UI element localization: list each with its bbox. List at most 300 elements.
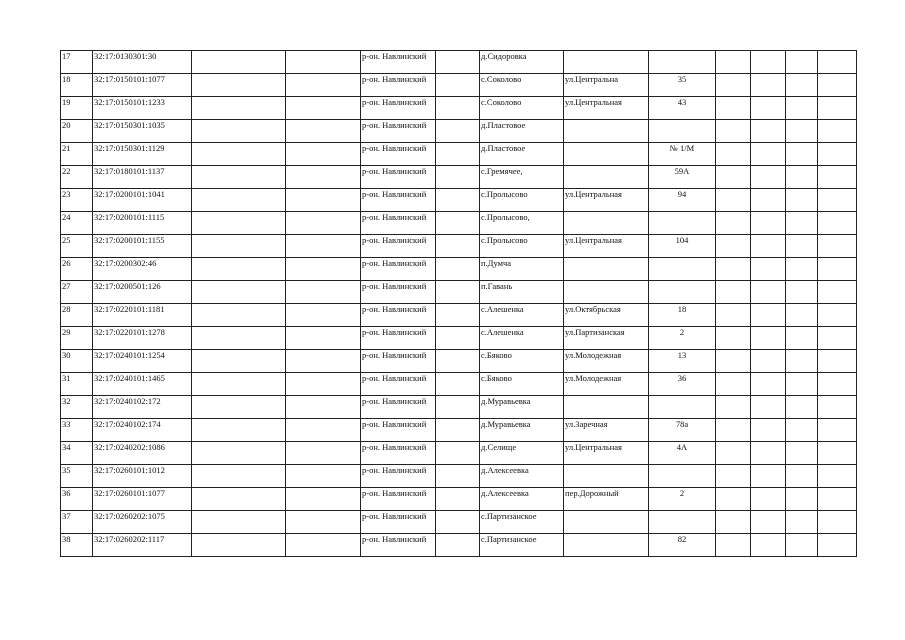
row-number-cell: 28: [61, 304, 93, 327]
row-number-cell: 23: [61, 189, 93, 212]
empty-cell: [751, 465, 786, 488]
house-number-cell: 43: [649, 97, 716, 120]
district-cell: р-он. Навлинский: [361, 143, 436, 166]
district-cell: р-он. Навлинский: [361, 212, 436, 235]
empty-cell: [192, 212, 286, 235]
empty-cell: [716, 166, 751, 189]
house-number-cell: [649, 258, 716, 281]
empty-cell: [716, 281, 751, 304]
empty-cell: [436, 350, 480, 373]
empty-cell: [192, 74, 286, 97]
locality-cell: д.Муравьевка: [480, 396, 564, 419]
street-cell: [564, 534, 649, 557]
empty-cell: [192, 396, 286, 419]
district-cell: р-он. Навлинский: [361, 488, 436, 511]
empty-cell: [192, 120, 286, 143]
district-cell: р-он. Навлинский: [361, 327, 436, 350]
empty-cell: [192, 258, 286, 281]
row-number-cell: 34: [61, 442, 93, 465]
cadastral-number-cell: 32:17:0260202:1117: [93, 534, 192, 557]
house-number-cell: 94: [649, 189, 716, 212]
table-row: [61, 189, 857, 212]
empty-cell: [716, 419, 751, 442]
empty-cell: [786, 396, 818, 419]
house-number-cell: 59А: [649, 166, 716, 189]
table-row: [61, 419, 857, 442]
empty-cell: [192, 419, 286, 442]
empty-cell: [436, 166, 480, 189]
house-number-cell: [649, 120, 716, 143]
cadastral-number-cell: 32:17:0240102:172: [93, 396, 192, 419]
empty-cell: [751, 304, 786, 327]
empty-cell: [818, 51, 857, 74]
locality-cell: п.Гавань: [480, 281, 564, 304]
empty-cell: [286, 212, 361, 235]
empty-cell: [818, 511, 857, 534]
empty-cell: [192, 281, 286, 304]
table-row: [61, 465, 857, 488]
empty-cell: [786, 465, 818, 488]
empty-cell: [286, 373, 361, 396]
empty-cell: [786, 442, 818, 465]
empty-cell: [716, 97, 751, 120]
table-row: [61, 442, 857, 465]
empty-cell: [192, 235, 286, 258]
empty-cell: [192, 373, 286, 396]
empty-cell: [751, 488, 786, 511]
table-row: [61, 396, 857, 419]
row-number-cell: 18: [61, 74, 93, 97]
locality-cell: п.Думча: [480, 258, 564, 281]
empty-cell: [286, 442, 361, 465]
row-number-cell: 19: [61, 97, 93, 120]
cadastral-number-cell: 32:17:0180101:1137: [93, 166, 192, 189]
empty-cell: [818, 350, 857, 373]
row-number-cell: 22: [61, 166, 93, 189]
empty-cell: [751, 373, 786, 396]
empty-cell: [436, 74, 480, 97]
house-number-cell: [649, 511, 716, 534]
locality-cell: с.Гремячее,: [480, 166, 564, 189]
empty-cell: [751, 97, 786, 120]
empty-cell: [786, 189, 818, 212]
house-number-cell: 36: [649, 373, 716, 396]
table-row: [61, 120, 857, 143]
row-number-cell: 38: [61, 534, 93, 557]
street-cell: ул.Центральная: [564, 235, 649, 258]
street-cell: [564, 120, 649, 143]
locality-cell: с.Соколово: [480, 97, 564, 120]
row-number-cell: 32: [61, 396, 93, 419]
empty-cell: [286, 235, 361, 258]
district-cell: р-он. Навлинский: [361, 235, 436, 258]
empty-cell: [436, 281, 480, 304]
empty-cell: [751, 350, 786, 373]
table-row: [61, 97, 857, 120]
house-number-cell: [649, 396, 716, 419]
empty-cell: [818, 442, 857, 465]
empty-cell: [286, 51, 361, 74]
locality-cell: д.Алексеевка: [480, 465, 564, 488]
row-number-cell: 37: [61, 511, 93, 534]
row-number-cell: 25: [61, 235, 93, 258]
empty-cell: [786, 143, 818, 166]
district-cell: р-он. Навлинский: [361, 189, 436, 212]
row-number-cell: 36: [61, 488, 93, 511]
empty-cell: [716, 143, 751, 166]
district-cell: р-он. Навлинский: [361, 166, 436, 189]
district-cell: р-он. Навлинский: [361, 396, 436, 419]
empty-cell: [436, 304, 480, 327]
cadastral-number-cell: 32:17:0220101:1181: [93, 304, 192, 327]
empty-cell: [192, 327, 286, 350]
locality-cell: с.Партизанское: [480, 534, 564, 557]
empty-cell: [716, 350, 751, 373]
street-cell: ул.Партизанская: [564, 327, 649, 350]
house-number-cell: [649, 212, 716, 235]
table-row: [61, 212, 857, 235]
cadastral-number-cell: 32:17:0200302:46: [93, 258, 192, 281]
locality-cell: д.Пластовое: [480, 143, 564, 166]
empty-cell: [716, 304, 751, 327]
locality-cell: д.Муравьевка: [480, 419, 564, 442]
empty-cell: [786, 51, 818, 74]
house-number-cell: 104: [649, 235, 716, 258]
district-cell: р-он. Навлинский: [361, 281, 436, 304]
empty-cell: [786, 166, 818, 189]
cadastral-number-cell: 32:17:0200101:1115: [93, 212, 192, 235]
table-row: [61, 350, 857, 373]
locality-cell: д.Сидоровка: [480, 51, 564, 74]
street-cell: ул.Молодежная: [564, 350, 649, 373]
empty-cell: [751, 419, 786, 442]
district-cell: р-он. Навлинский: [361, 258, 436, 281]
empty-cell: [751, 281, 786, 304]
empty-cell: [436, 488, 480, 511]
house-number-cell: 4А: [649, 442, 716, 465]
table-row: [61, 304, 857, 327]
row-number-cell: 30: [61, 350, 93, 373]
empty-cell: [716, 373, 751, 396]
empty-cell: [286, 189, 361, 212]
row-number-cell: 26: [61, 258, 93, 281]
empty-cell: [192, 488, 286, 511]
empty-cell: [818, 281, 857, 304]
empty-cell: [818, 189, 857, 212]
street-cell: ул.Центральная: [564, 189, 649, 212]
street-cell: [564, 511, 649, 534]
cadastral-number-cell: 32:17:0200101:1155: [93, 235, 192, 258]
empty-cell: [716, 258, 751, 281]
empty-cell: [818, 143, 857, 166]
house-number-cell: 18: [649, 304, 716, 327]
empty-cell: [286, 327, 361, 350]
empty-cell: [192, 51, 286, 74]
locality-cell: с.Пролысово,: [480, 212, 564, 235]
empty-cell: [192, 465, 286, 488]
empty-cell: [286, 166, 361, 189]
empty-cell: [716, 442, 751, 465]
empty-cell: [286, 511, 361, 534]
empty-cell: [716, 189, 751, 212]
locality-cell: д.Селище: [480, 442, 564, 465]
empty-cell: [818, 258, 857, 281]
empty-cell: [818, 166, 857, 189]
empty-cell: [436, 189, 480, 212]
empty-cell: [286, 304, 361, 327]
table-row: [61, 166, 857, 189]
empty-cell: [436, 258, 480, 281]
empty-cell: [716, 212, 751, 235]
street-cell: ул.Центральная: [564, 97, 649, 120]
cadastral-number-cell: 32:17:0240101:1465: [93, 373, 192, 396]
empty-cell: [436, 396, 480, 419]
cadastral-number-cell: 32:17:0240102:174: [93, 419, 192, 442]
empty-cell: [192, 166, 286, 189]
empty-cell: [286, 465, 361, 488]
district-cell: р-он. Навлинский: [361, 51, 436, 74]
empty-cell: [286, 281, 361, 304]
empty-cell: [286, 534, 361, 557]
empty-cell: [751, 258, 786, 281]
row-number-cell: 20: [61, 120, 93, 143]
empty-cell: [716, 488, 751, 511]
house-number-cell: [649, 281, 716, 304]
cadastral-number-cell: 32:17:0240101:1254: [93, 350, 192, 373]
empty-cell: [716, 74, 751, 97]
empty-cell: [436, 235, 480, 258]
empty-cell: [751, 511, 786, 534]
cadastral-number-cell: 32:17:0220101:1278: [93, 327, 192, 350]
table-row: [61, 534, 857, 557]
locality-cell: с.Бяково: [480, 350, 564, 373]
cadastral-number-cell: 32:17:0150301:1129: [93, 143, 192, 166]
cadastral-number-cell: 32:17:0150101:1077: [93, 74, 192, 97]
empty-cell: [786, 373, 818, 396]
table-row: [61, 143, 857, 166]
empty-cell: [436, 373, 480, 396]
empty-cell: [716, 235, 751, 258]
house-number-cell: [649, 51, 716, 74]
empty-cell: [286, 120, 361, 143]
house-number-cell: 13: [649, 350, 716, 373]
locality-cell: д.Пластовое: [480, 120, 564, 143]
locality-cell: д.Алексеевка: [480, 488, 564, 511]
table-row: [61, 235, 857, 258]
cadastral-number-cell: 32:17:0240202:1086: [93, 442, 192, 465]
house-number-cell: [649, 465, 716, 488]
row-number-cell: 27: [61, 281, 93, 304]
district-cell: р-он. Навлинский: [361, 373, 436, 396]
empty-cell: [786, 488, 818, 511]
empty-cell: [436, 120, 480, 143]
empty-cell: [751, 143, 786, 166]
empty-cell: [786, 281, 818, 304]
cadastral-number-cell: 32:17:0260101:1012: [93, 465, 192, 488]
street-cell: [564, 396, 649, 419]
cadastral-number-cell: 32:17:0150101:1233: [93, 97, 192, 120]
empty-cell: [286, 143, 361, 166]
property-register-table: [60, 50, 857, 557]
empty-cell: [751, 74, 786, 97]
street-cell: ул.Центральная: [564, 442, 649, 465]
empty-cell: [192, 442, 286, 465]
house-number-cell: 78а: [649, 419, 716, 442]
street-cell: [564, 465, 649, 488]
empty-cell: [192, 143, 286, 166]
locality-cell: с.Алешенка: [480, 327, 564, 350]
locality-cell: с.Соколово: [480, 74, 564, 97]
house-number-cell: 82: [649, 534, 716, 557]
empty-cell: [818, 419, 857, 442]
locality-cell: с.Партизанское: [480, 511, 564, 534]
cadastral-number-cell: 32:17:0260101:1077: [93, 488, 192, 511]
empty-cell: [286, 258, 361, 281]
empty-cell: [751, 442, 786, 465]
empty-cell: [786, 235, 818, 258]
empty-cell: [751, 166, 786, 189]
empty-cell: [751, 51, 786, 74]
district-cell: р-он. Навлинский: [361, 350, 436, 373]
district-cell: р-он. Навлинский: [361, 304, 436, 327]
district-cell: р-он. Навлинский: [361, 419, 436, 442]
street-cell: ул.Заречная: [564, 419, 649, 442]
street-cell: [564, 258, 649, 281]
empty-cell: [786, 74, 818, 97]
empty-cell: [751, 396, 786, 419]
empty-cell: [751, 534, 786, 557]
empty-cell: [436, 465, 480, 488]
street-cell: [564, 166, 649, 189]
empty-cell: [786, 97, 818, 120]
empty-cell: [436, 143, 480, 166]
district-cell: р-он. Навлинский: [361, 534, 436, 557]
empty-cell: [192, 511, 286, 534]
empty-cell: [818, 97, 857, 120]
house-number-cell: 2: [649, 327, 716, 350]
empty-cell: [436, 51, 480, 74]
empty-cell: [286, 74, 361, 97]
empty-cell: [751, 189, 786, 212]
empty-cell: [818, 488, 857, 511]
empty-cell: [192, 189, 286, 212]
empty-cell: [286, 396, 361, 419]
empty-cell: [436, 97, 480, 120]
empty-cell: [818, 235, 857, 258]
empty-cell: [786, 350, 818, 373]
empty-cell: [751, 235, 786, 258]
locality-cell: с.Пролысово: [480, 189, 564, 212]
district-cell: р-он. Навлинский: [361, 97, 436, 120]
row-number-cell: 33: [61, 419, 93, 442]
row-number-cell: 29: [61, 327, 93, 350]
row-number-cell: 17: [61, 51, 93, 74]
table-row: [61, 327, 857, 350]
street-cell: пер.Дорожный: [564, 488, 649, 511]
empty-cell: [436, 419, 480, 442]
empty-cell: [751, 327, 786, 350]
district-cell: р-он. Навлинский: [361, 74, 436, 97]
empty-cell: [716, 51, 751, 74]
street-cell: [564, 281, 649, 304]
empty-cell: [818, 304, 857, 327]
empty-cell: [192, 534, 286, 557]
table-row: [61, 488, 857, 511]
cadastral-number-cell: 32:17:0150301:1035: [93, 120, 192, 143]
empty-cell: [818, 396, 857, 419]
house-number-cell: 2: [649, 488, 716, 511]
empty-cell: [192, 350, 286, 373]
street-cell: ул.Молодежная: [564, 373, 649, 396]
empty-cell: [436, 442, 480, 465]
street-cell: [564, 212, 649, 235]
table-row: [61, 74, 857, 97]
empty-cell: [818, 74, 857, 97]
empty-cell: [818, 327, 857, 350]
empty-cell: [786, 419, 818, 442]
empty-cell: [436, 327, 480, 350]
table-row: [61, 258, 857, 281]
empty-cell: [436, 511, 480, 534]
cadastral-number-cell: 32:17:0260202:1075: [93, 511, 192, 534]
street-cell: ул.Октябрьская: [564, 304, 649, 327]
empty-cell: [786, 511, 818, 534]
empty-cell: [436, 212, 480, 235]
empty-cell: [751, 212, 786, 235]
empty-cell: [786, 120, 818, 143]
empty-cell: [786, 534, 818, 557]
empty-cell: [786, 258, 818, 281]
empty-cell: [818, 212, 857, 235]
empty-cell: [436, 534, 480, 557]
row-number-cell: 31: [61, 373, 93, 396]
street-cell: [564, 51, 649, 74]
empty-cell: [818, 373, 857, 396]
locality-cell: с.Алешенка: [480, 304, 564, 327]
house-number-cell: 35: [649, 74, 716, 97]
district-cell: р-он. Навлинский: [361, 120, 436, 143]
table-row: [61, 511, 857, 534]
row-number-cell: 21: [61, 143, 93, 166]
empty-cell: [286, 488, 361, 511]
empty-cell: [286, 97, 361, 120]
table-row: [61, 373, 857, 396]
street-cell: [564, 143, 649, 166]
row-number-cell: 35: [61, 465, 93, 488]
cadastral-number-cell: 32:17:0200101:1041: [93, 189, 192, 212]
table-row: [61, 51, 857, 74]
empty-cell: [751, 120, 786, 143]
empty-cell: [286, 419, 361, 442]
empty-cell: [818, 120, 857, 143]
empty-cell: [286, 350, 361, 373]
empty-cell: [786, 327, 818, 350]
empty-cell: [786, 212, 818, 235]
locality-cell: с.Бяково: [480, 373, 564, 396]
district-cell: р-он. Навлинский: [361, 442, 436, 465]
cadastral-number-cell: 32:17:0130301:30: [93, 51, 192, 74]
empty-cell: [716, 511, 751, 534]
empty-cell: [818, 534, 857, 557]
empty-cell: [716, 534, 751, 557]
locality-cell: с.Пролысово: [480, 235, 564, 258]
district-cell: р-он. Навлинский: [361, 465, 436, 488]
row-number-cell: 24: [61, 212, 93, 235]
empty-cell: [192, 97, 286, 120]
table-body: [61, 51, 857, 557]
street-cell: ул.Центральна: [564, 74, 649, 97]
house-number-cell: № 1/М: [649, 143, 716, 166]
